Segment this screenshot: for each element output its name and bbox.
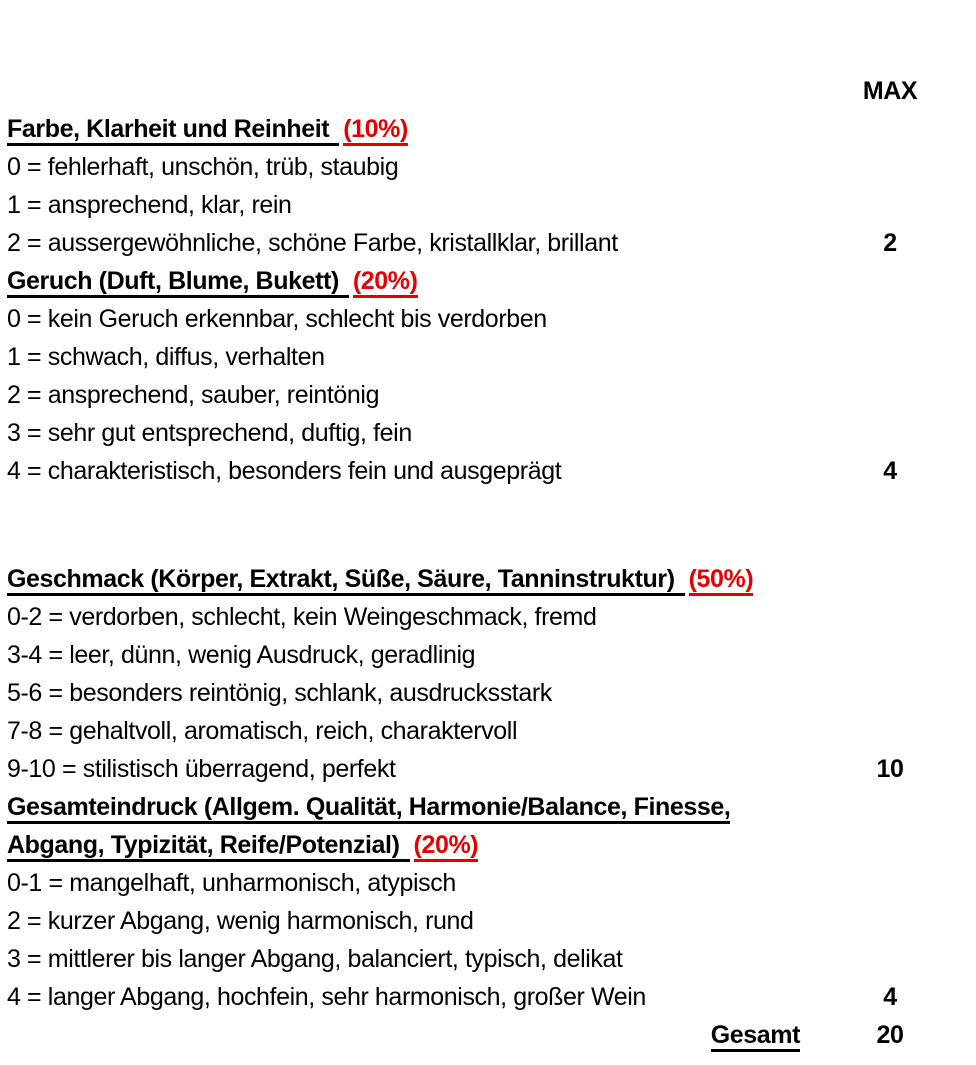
score-row (0, 636, 940, 674)
score-text: 4 = langer Abgang, hochfein, sehr harmonisch, großer Wein (7, 983, 646, 1011)
section-title-continued: Abgang, Typizität, Reife/Potenzial) (7, 831, 410, 862)
section-farbe (0, 110, 940, 262)
score-row (0, 338, 940, 376)
section-title-line (0, 110, 840, 148)
score-text: 0 = kein Geruch erkennbar, schlecht bis verdorben (7, 305, 547, 333)
section-title-line-2 (0, 826, 840, 864)
max-header-row (0, 72, 940, 110)
max-value: 4 (883, 983, 897, 1011)
total-value: 20 (876, 1021, 904, 1049)
section-title-row (0, 110, 940, 148)
score-row (0, 750, 940, 788)
section-weight-percent: (20%) (353, 267, 418, 298)
score-row (0, 300, 940, 338)
total-label-cell (0, 1016, 840, 1054)
score-row (0, 452, 940, 490)
score-text: 3 = mittlerer bis langer Abgang, balanciert, typisch, delikat (7, 945, 623, 973)
score-row (0, 148, 940, 186)
score-row (0, 902, 940, 940)
max-column-header: MAX (862, 77, 918, 105)
section-title: Gesamteindruck (Allgem. Qualität, Harmonie/Balance, Finesse, (7, 793, 730, 824)
section-title-row (0, 262, 940, 300)
score-text: 2 = aussergewöhnliche, schöne Farbe, kristallklar, brillant (7, 229, 618, 257)
section-title-line (0, 262, 840, 300)
total-row (0, 1016, 940, 1054)
score-text: 7-8 = gehaltvoll, aromatisch, reich, charaktervoll (7, 717, 518, 745)
score-row (0, 376, 940, 414)
score-text: 1 = ansprechend, klar, rein (7, 191, 292, 219)
score-row (0, 598, 940, 636)
max-value: 4 (883, 457, 897, 485)
score-text: 2 = kurzer Abgang, wenig harmonisch, rund (7, 907, 474, 935)
score-row (0, 224, 940, 262)
section-title-row (0, 788, 940, 826)
score-text: 5-6 = besonders reintönig, schlank, ausdrucksstark (7, 679, 552, 707)
score-text: 1 = schwach, diffus, verhalten (7, 343, 325, 371)
section-title: Farbe, Klarheit und Reinheit (7, 115, 339, 146)
score-text: 3 = sehr gut entsprechend, duftig, fein (7, 419, 412, 447)
score-text: 0-1 = mangelhaft, unharmonisch, atypisch (7, 869, 456, 897)
score-text: 9-10 = stilistisch überragend, perfekt (7, 755, 396, 783)
score-text: 4 = charakteristisch, besonders fein und ausgeprägt (7, 457, 562, 485)
score-row (0, 674, 940, 712)
section-weight-percent: (50%) (689, 565, 754, 596)
section-title-line (0, 560, 840, 598)
score-row (0, 186, 940, 224)
score-text: 2 = ansprechend, sauber, reintönig (7, 381, 380, 409)
max-value: 10 (876, 755, 904, 783)
section-geruch (0, 262, 940, 490)
score-text: 0 = fehlerhaft, unschön, trüb, staubig (7, 153, 399, 181)
section-title-line-1 (0, 788, 840, 826)
section-geschmack (0, 560, 940, 788)
section-weight-percent: (10%) (343, 115, 408, 146)
section-title: Geruch (Duft, Blume, Bukett) (7, 267, 349, 298)
section-gesamteindruck (0, 788, 940, 1016)
score-row (0, 712, 940, 750)
section-title: Geschmack (Körper, Extrakt, Süße, Säure, Tanninstruktur) (7, 565, 685, 596)
section-title-row (0, 560, 940, 598)
section-weight-percent: (20%) (414, 831, 479, 862)
max-value: 2 (883, 229, 897, 257)
score-row (0, 940, 940, 978)
total-label: Gesamt (711, 1021, 800, 1052)
score-row (0, 864, 940, 902)
score-row (0, 978, 940, 1016)
score-row (0, 414, 940, 452)
score-text: 3-4 = leer, dünn, wenig Ausdruck, geradlinig (7, 641, 476, 669)
section-title-row (0, 826, 940, 864)
score-text: 0-2 = verdorben, schlecht, kein Weingeschmack, fremd (7, 603, 597, 631)
